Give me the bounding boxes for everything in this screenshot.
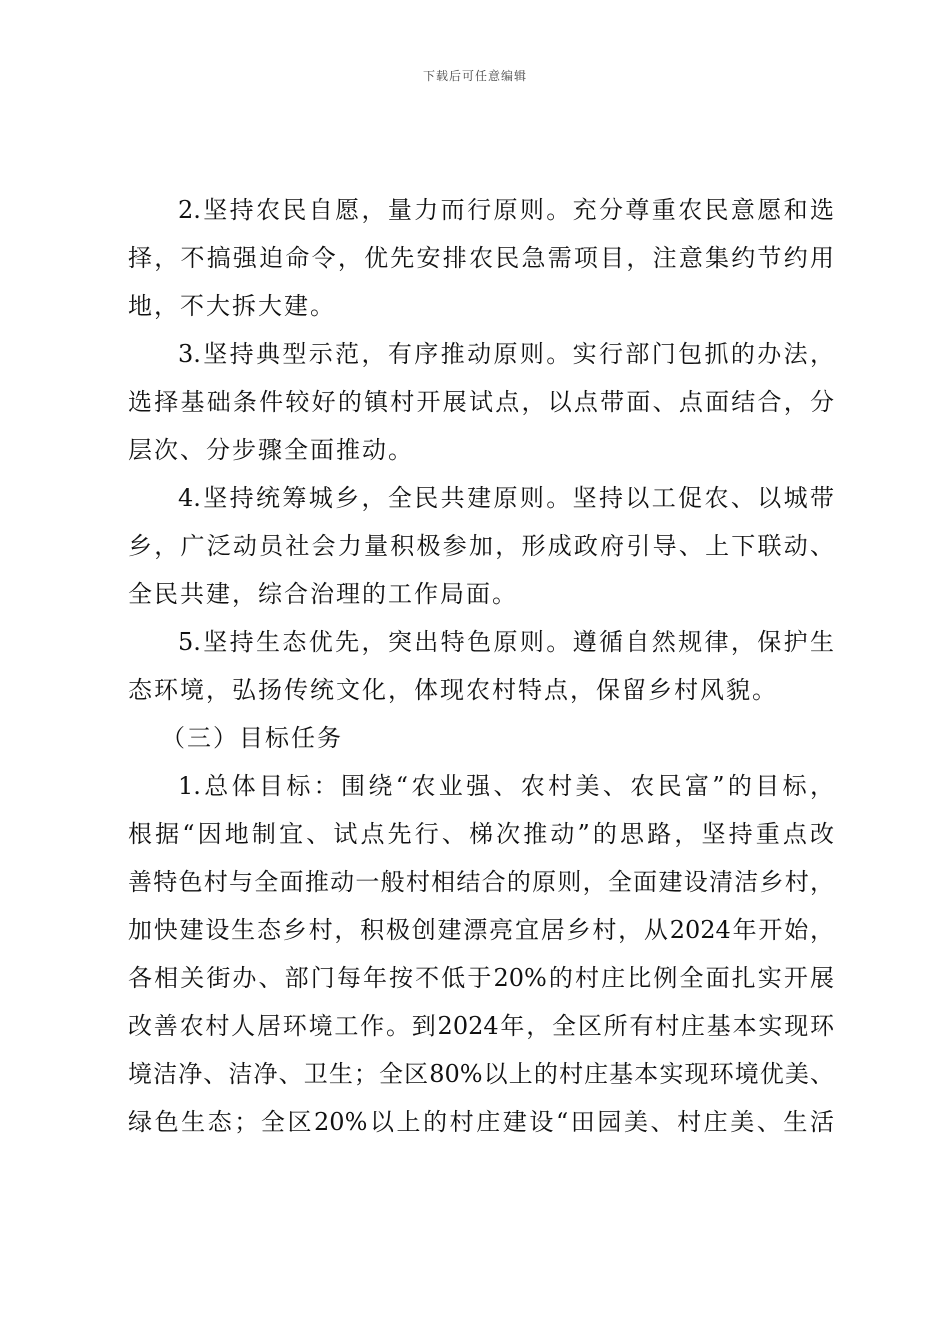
paragraph-line: 绿色生态；全区20%以上的村庄建设“田园美、村庄美、生活 — [128, 1108, 834, 1136]
paragraph-line: 2.坚持农民自愿，量力而行原则。充分尊重农民意愿和选 — [178, 196, 834, 224]
paragraph-line: 加快建设生态乡村，积极创建漂亮宜居乡村，从2024年开始， — [128, 916, 834, 944]
section-heading: （三）目标任务 — [161, 724, 343, 752]
paragraph-line: 择，不搞强迫命令，优先安排农民急需项目，注意集约节约用 — [128, 244, 834, 272]
paragraph-line: 根据“因地制宜、试点先行、梯次推动”的思路，坚持重点改 — [128, 820, 834, 848]
paragraph-line: 境洁净、洁净、卫生；全区80%以上的村庄基本实现环境优美、 — [128, 1060, 834, 1088]
paragraph-line: 选择基础条件较好的镇村开展试点，以点带面、点面结合，分 — [128, 388, 834, 416]
paragraph-line: 5.坚持生态优先，突出特色原则。遵循自然规律，保护生 — [178, 628, 834, 656]
paragraph-line: 1.总体目标：围绕“农业强、农村美、农民富”的目标， — [178, 772, 834, 800]
paragraph-line: 乡，广泛动员社会力量积极参加，形成政府引导、上下联动、 — [128, 532, 834, 560]
page-header-note: 下载后可任意编辑 — [422, 69, 527, 83]
paragraph-line: 地，不大拆大建。 — [128, 292, 336, 320]
paragraph-line: 全民共建，综合治理的工作局面。 — [128, 580, 518, 608]
document-body — [128, 186, 834, 1146]
paragraph-line: 态环境，弘扬传统文化，体现农村特点，保留乡村风貌。 — [128, 676, 778, 704]
paragraph-line: 3.坚持典型示范，有序推动原则。实行部门包抓的办法， — [178, 340, 834, 368]
paragraph-line: 4.坚持统筹城乡，全民共建原则。坚持以工促农、以城带 — [178, 484, 834, 512]
paragraph-line: 善特色村与全面推动一般村相结合的原则，全面建设清洁乡村， — [128, 868, 834, 896]
paragraph-line: 层次、分步骤全面推动。 — [128, 436, 414, 464]
paragraph-line: 改善农村人居环境工作。到2024年，全区所有村庄基本实现环 — [128, 1012, 834, 1040]
paragraph-line: 各相关街办、部门每年按不低于20%的村庄比例全面扎实开展 — [128, 964, 834, 992]
